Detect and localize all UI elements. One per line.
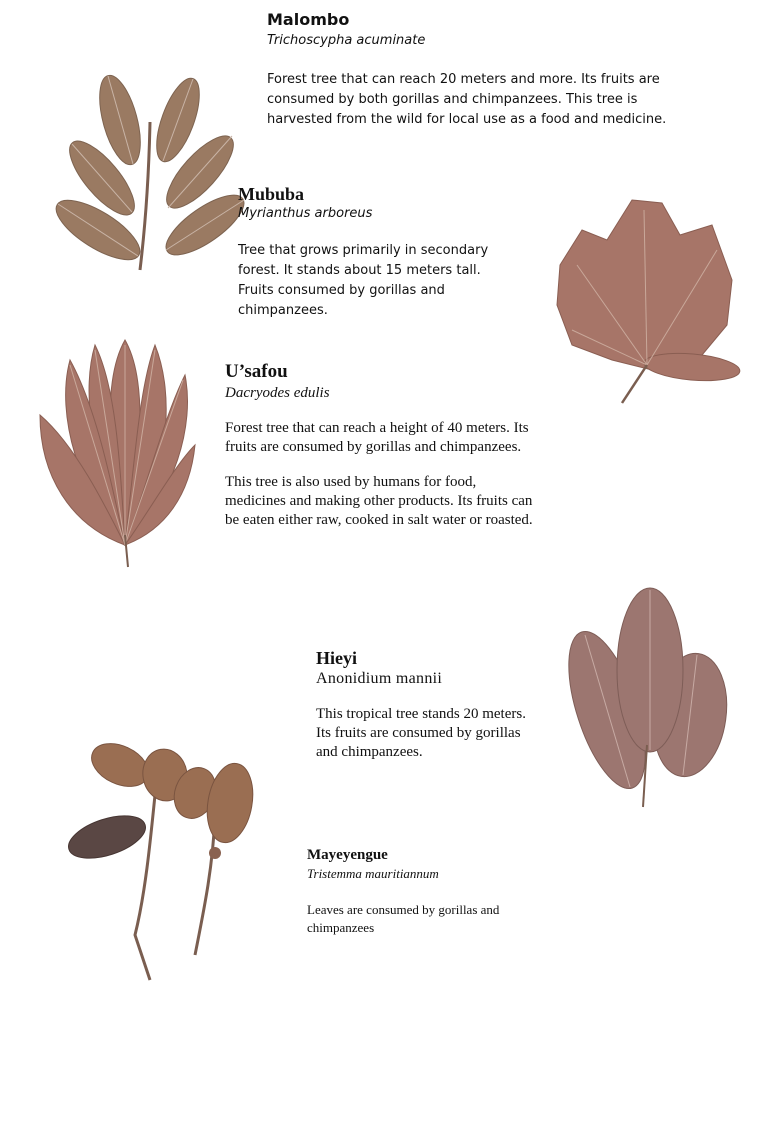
malombo-name: Malombo <box>267 10 350 29</box>
mububa-description: Tree that grows primarily in secondary forest. It stands about 15 meters tall. Fruits consumed by gorillas and chimpanzees. <box>238 243 489 318</box>
malombo-leaf-image <box>50 60 250 275</box>
usafou-name: U’safou <box>225 361 288 382</box>
usafou-scientific-name: Dacryodes edulis <box>225 385 330 401</box>
mububa-leaf-image <box>552 195 747 405</box>
malombo-scientific-name: Trichoscypha acuminate <box>267 33 426 48</box>
mububa-entry <box>238 183 508 321</box>
hieyi-entry <box>316 648 546 762</box>
mayeyengue-name: Mayeyengue <box>307 847 388 863</box>
hieyi-description: This tropical tree stands 20 meters. Its fruits are consumed by gorillas and chimpanzees. <box>316 706 526 760</box>
mayeyengue-scientific-name: Tristemma mauritiannum <box>307 866 439 881</box>
malombo-entry <box>267 10 687 130</box>
usafou-entry <box>225 361 545 530</box>
hieyi-scientific-name: Anonidium mannii <box>316 670 443 687</box>
mububa-scientific-name: Myrianthus arboreus <box>238 206 373 221</box>
usafou-description-1: Forest tree that can reach a height of 40 meters. Its fruits are consumed by gorillas and chimpanzees. <box>225 420 529 455</box>
mayeyengue-leaf-image <box>65 735 260 985</box>
hieyi-name: Hieyi <box>316 648 357 668</box>
mayeyengue-entry <box>307 846 537 937</box>
malombo-description: Forest tree that can reach 20 meters and more. Its fruits are consumed by both gorillas and chimpanzees. This tree is harvested from the wild for local use as a food and medicine. <box>267 72 667 127</box>
mayeyengue-description: Leaves are consumed by gorillas and chimpanzees <box>307 902 500 935</box>
mububa-name: Mububa <box>238 184 305 204</box>
hieyi-leaf-image <box>565 575 730 810</box>
usafou-description-2: This tree is also used by humans for food, medicines and making other products. Its fruits can be eaten either raw, cooked in salt water or roasted. <box>225 474 533 528</box>
usafou-leaf-image <box>25 335 200 570</box>
